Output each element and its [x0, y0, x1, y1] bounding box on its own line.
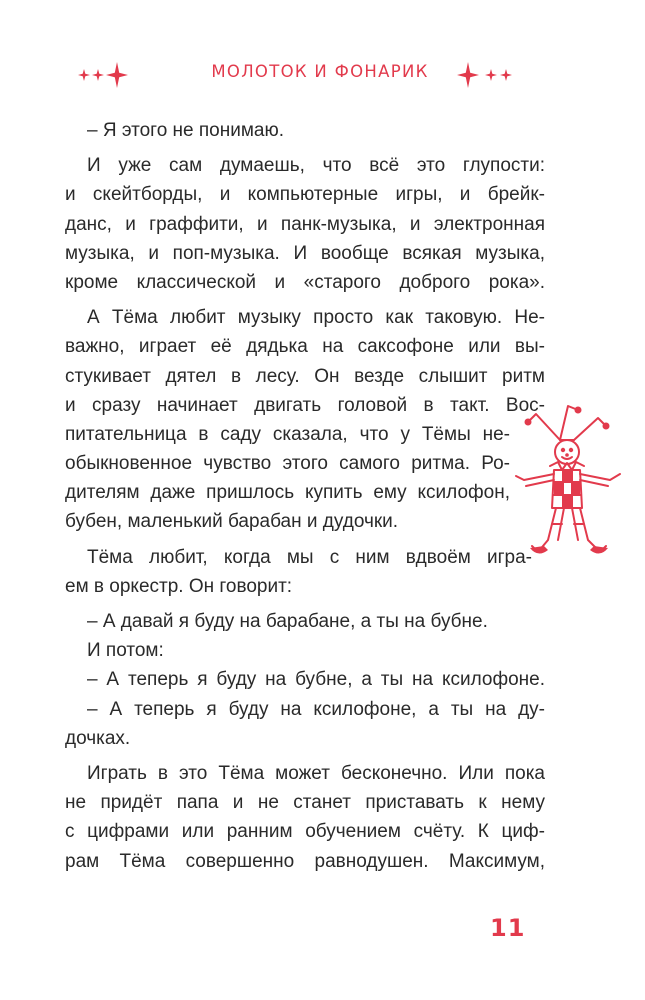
- text-line: и сразу начинает двигать головой в такт. Вос-: [65, 394, 545, 416]
- text-line: важно, играет её дядька на саксофоне или вы-: [65, 336, 545, 358]
- body-text: [65, 116, 545, 876]
- sparkle-stars-icon: [78, 58, 128, 92]
- sparkle-stars-icon: [457, 58, 513, 92]
- text-line: данс, и граффити, и панк-музыка, и электронная: [65, 213, 545, 235]
- text-line: дочках.: [65, 727, 131, 749]
- text-line: И потом:: [87, 640, 164, 662]
- text-line: ем в оркестр. Он говорит:: [65, 575, 293, 597]
- text-line: обыкновенное чувство этого самого ритма. Ро-: [65, 453, 510, 475]
- text-line: Играть в это Тёма может бесконечно. Или пока: [87, 762, 545, 784]
- text-line: стукивает дятел в лесу. Он везде слышит ритм: [65, 365, 545, 387]
- text-line: А Тёма любит музыку просто как таковую. Не-: [87, 307, 545, 329]
- jester-illustration: [508, 400, 630, 580]
- text-line: с цифрами или ранним обучением счёту. К циф-: [65, 821, 545, 843]
- running-header: [0, 58, 645, 92]
- text-line: – А давай я буду на барабане, а ты на бубне.: [87, 611, 488, 632]
- text-line: дителям даже пришлось купить ему ксилофон,: [65, 482, 510, 504]
- text-line: – Я этого не понимаю.: [87, 120, 284, 141]
- text-line: не придёт папа и не станет приставать к нему: [65, 792, 545, 814]
- page-number: 11: [490, 914, 526, 942]
- text-line: кроме классической и «старого доброго рока».: [65, 271, 545, 293]
- text-line: рам Тёма совершенно равнодушен. Максимум,: [65, 850, 545, 872]
- text-line: и скейтборды, и компьютерные игры, и брейк-: [65, 184, 545, 206]
- text-line: И уже сам думаешь, что всё это глупости:: [87, 155, 545, 177]
- running-title: МОЛОТОК И ФОНАРИК: [211, 62, 429, 81]
- text-line: музыка, и поп-музыка. И вообще всякая музыка,: [65, 242, 545, 264]
- text-line: бубен, маленький барабан и дудочки.: [65, 511, 399, 533]
- text-line: питательница в саду сказала, что у Тёмы не-: [65, 423, 510, 445]
- text-line: – А теперь я буду на бубне, а ты на ксилофоне.: [87, 669, 545, 691]
- text-line: – А теперь я буду на ксилофоне, а ты на ду-: [87, 698, 545, 720]
- text-line: Тёма любит, когда мы с ним вдвоём игра-: [87, 546, 532, 568]
